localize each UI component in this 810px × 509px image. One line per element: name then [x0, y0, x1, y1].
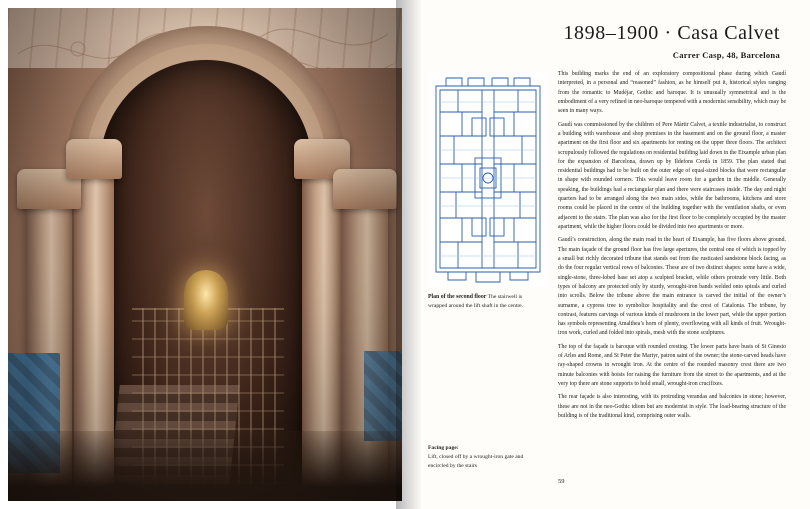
body-text-column: [558, 70, 786, 425]
page-subtitle-address: Carrer Casp, 48, Barcelona: [672, 50, 780, 60]
page-number: 59: [558, 478, 565, 485]
plan-caption-title: Plan of the second floor: [428, 294, 487, 300]
column-capital-outer-right: [333, 169, 397, 209]
floor: [8, 431, 402, 501]
blue-tile-panel-right: [364, 351, 402, 441]
body-paragraph-4: The top of the façade is baroque with rounded cresting. The lower parts have busts of St Ginesio of Arles and Rome, and St Peter the Martyr, patron saint of the owner; the stone-carved heads have ray-shaped crowns in wrought iron. At the centre of the rounded masonry crest there are two minute balconies with hoists for raising the furniture from the street to the apartments, and at the very top there are stone supports to hold small, wrought-iron crucifixes.: [558, 343, 786, 387]
body-paragraph-5: The rear façade is also interesting, with its protruding verandas and balconies in stone; however, these are not in the neo-Gothic idiom but are modernist in style. The load-bearing structure of the building is of the traditional kind, comprising outer walls.: [558, 394, 786, 419]
page-title: 1898–1900 · Casa Calvet: [563, 22, 780, 44]
facing-page-caption: [428, 444, 536, 471]
floor-plan-svg: [428, 72, 548, 287]
left-page-photograph: [8, 8, 402, 501]
casa-calvet-interior-photo: [8, 8, 402, 501]
right-page-text: [410, 0, 810, 509]
lift-lamp-glow: [184, 270, 228, 330]
facing-page-caption-text: Lift, closed off by a wrought-iron gate and encircled by the stairs: [428, 453, 524, 469]
plan-caption: [428, 293, 540, 311]
title-block: [410, 22, 780, 60]
floor-plan-drawing: [428, 72, 548, 287]
facing-page-label: Facing page:: [428, 445, 459, 451]
body-paragraph-3: Gaudí’s construction, along the main road in the heart of Eixample, has five floors above ground. The main façade of the ground floor has five large apertures, the central one of which is topped by a small but richly decorated tribune that stands out from the rusticated sandstone block facing, as do the four regular vertical rows of balconies. These are of two distinct shapes: some have a wide, single-stone, three-lobed base set atop a sculpted bracket, while others protrude very little. Both types of balcony are protected only by sturdy, wrought-iron bands welded onto spirals and curled into scrolls. Below the tribune above the main entrance is carved the initial of the owner’s surname, a cypress tree to symbolize hospitality and the crest of Catalonia. The tribune, by contrast, features carvings of various kinds of mushroom in the lower part, while the upper portion has symbols representing Amalthea’s horn of plenty, overflowing with all kinds of fruit. Wrought-iron work, curled and folded into spirals, mesh with the stone sculptures.: [558, 237, 786, 337]
column-capital-inner-left: [66, 139, 122, 179]
body-paragraph-2: Gaudí was commissioned by the children of Pere Màrtir Calvet, a textile industrialist, to construct a building with warehouse and shop premises in the basement and on the ground floor, a master apartment on the first floor and six apartments for renting on the upper three floors. The architect scrupulously followed the regulations on residential building laid down in the Eixample urban plan for the expansion of Barcelona, drawn up by Ildefons Cerdà in 1859. The plan stated that residential buildings had to be built on the outer edge of equal-sized blocks that were rectangular in shape with rounded corners. This would leave room for a garden in the middle. Generally speaking, the buildings had a rectangular plan and there were staircases inside. The day and night quarters had to be arranged along the two main sides, while the bathrooms, kitchens and store rooms could be placed in the centre of the building together with the ventilation shafts, or even adjacent to the stairs. The plan was also for the first floor to be completely occupied by the master apartment, while the higher floors could be divided into two apartments or more.: [558, 121, 786, 230]
plan-caption-text: The stairwell is wrapped around the lift shaft in the centre.: [428, 294, 524, 309]
body-paragraph-1: This building marks the end of an exploratory compositional phase during which Gaudí interpreted, in a personal and “reasoned” fashion, as he himself put it, historical styles ranging from the romantic to Mudéjar, Gothic and baroque. It is unusually symmetrical and is the embodiment of a very refined in neo-baroque tempered with a modernist sensibility, which may be seen in many ways.: [558, 71, 786, 115]
